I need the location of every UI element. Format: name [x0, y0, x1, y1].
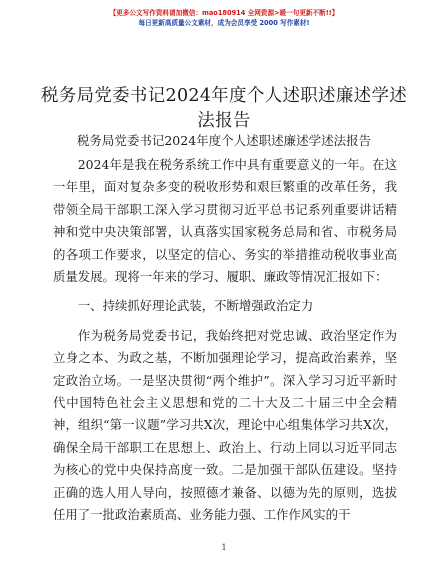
paragraph-intro: 2024年是我在税务系统工作中具有重要意义的一年。在这一年里，面对复杂多变的税收形势和艰巨繁重的改革任务，我带领全局干部职工深入学习贯彻习近平总书记系列重要讲话精神和党中央决策部署，认真落实国家税务总局和省、市税务局的各项工作要求，以坚定的信心、务实的举措推动税收事业高质量发展。现将一年来的学习、履职、廉政等情况汇报如下： — [53, 157, 397, 285]
promo-banner — [0, 8, 448, 28]
section-heading-1: 一、持续抓好理论武装，不断增强政治定力 — [77, 298, 314, 314]
document-body — [53, 154, 397, 527]
promo-line-2: 每日更新高质量公文素材，成为会员享受 2000 写作素材! — [138, 19, 310, 27]
paragraph-section-1: 作为税务局党委书记，我始终把对党忠诚、政治坚定作为立身之本、为政之基，不断加强理论学习，提高政治素养，坚定政治立场。一是坚决贯彻“两个维护”。深入学习习近平新时代中国特色社会主义思想和党的二十大及二十届三中全会精神，组织“第一议题”学习共X次，理论中心组集体学习共X次，确保全局干部职工在思想上、政治上、行动上同以习近平同志为核心的党中央保持高度一致。二是加强干部队伍建设。坚持正确的选人用人导向，按照德才兼备、以德为先的原则，选拔任用了一批政治素质高、业务能力强、工作作风实的干 — [53, 327, 397, 523]
page-number: 1 — [221, 543, 227, 552]
document-subtitle: 税务局党委书记2024年度个人述职述廉述学述法报告 — [76, 133, 372, 148]
document-title: 税务局党委书记2024年度个人述职述廉述学述法报告 — [40, 86, 408, 131]
promo-line-1: 【更多公文写作资料请加微信：mao180914 全网资源>暖一句更新不断!!】 — [109, 9, 339, 17]
